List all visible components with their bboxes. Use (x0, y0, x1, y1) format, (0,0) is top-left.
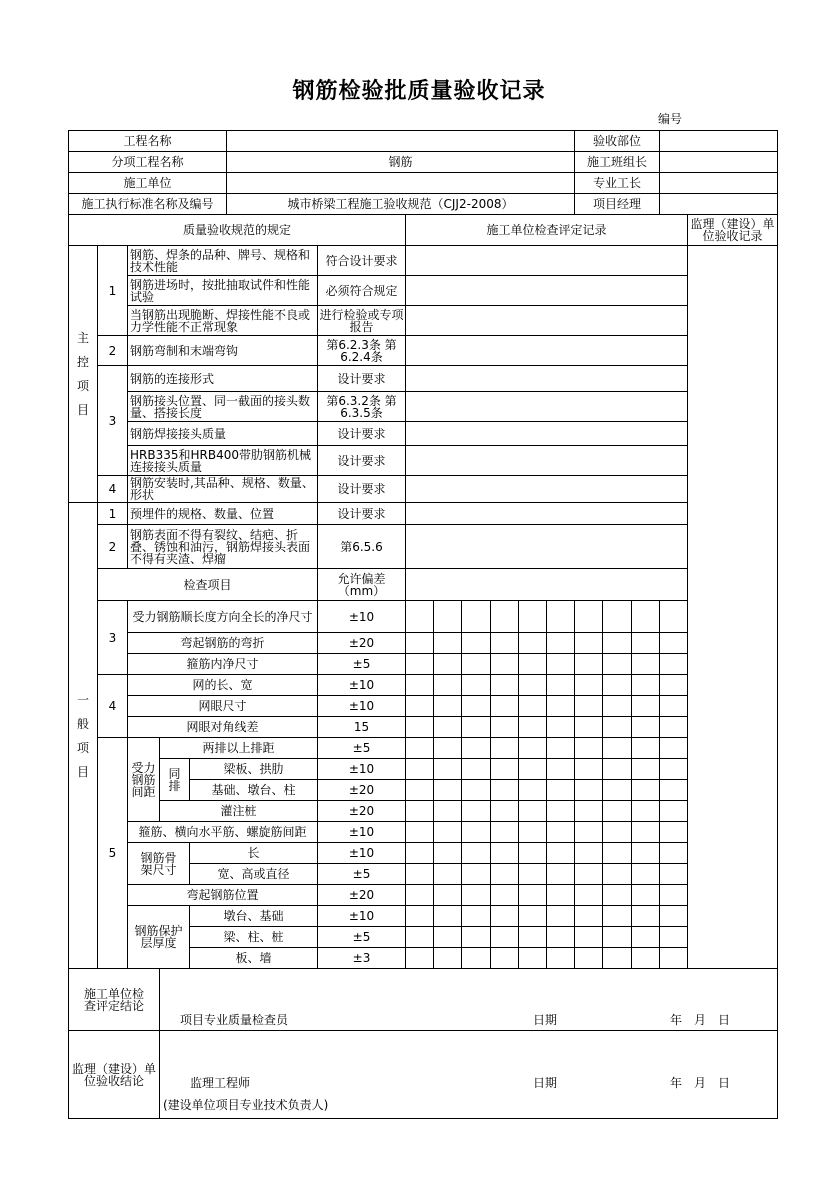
item-value: ±3 (318, 948, 406, 969)
measurement-cell[interactable] (519, 822, 547, 843)
measurement-cell[interactable] (575, 654, 603, 675)
measurement-cell[interactable] (491, 927, 519, 948)
measurement-cell[interactable] (632, 675, 660, 696)
measurement-cell[interactable] (603, 864, 632, 885)
item-value: ±10 (318, 696, 406, 717)
measurement-cell[interactable] (519, 864, 547, 885)
measurement-cell[interactable] (632, 780, 660, 801)
item-text: 梁板、拱肋 (190, 759, 318, 780)
cover-label: 钢筋保护层厚度 (128, 906, 190, 969)
measurement-cell[interactable] (406, 675, 434, 696)
measurement-cell[interactable] (547, 885, 575, 906)
item-value: ±5 (318, 927, 406, 948)
measurement-cell[interactable] (519, 801, 547, 822)
manager-value[interactable] (660, 194, 778, 215)
item-value: 第6.2.3条 第6.2.4条 (318, 336, 406, 366)
cage-label: 钢筋骨架尺寸 (128, 843, 190, 885)
measurement-cell[interactable] (603, 633, 632, 654)
measurement-cell[interactable] (632, 738, 660, 759)
measurement-cell[interactable] (462, 738, 491, 759)
date-label: 日期 (533, 1076, 558, 1090)
main-control-label: 主控项目 (69, 246, 98, 503)
item-value: ±10 (318, 822, 406, 843)
item-text: 弯起钢筋的弯折 (128, 633, 318, 654)
supervisor-conclusion-cell[interactable] (160, 1031, 778, 1119)
measurement-cell[interactable] (462, 822, 491, 843)
measurement-cell[interactable] (575, 696, 603, 717)
measurement-cell[interactable] (406, 906, 434, 927)
record-cell[interactable] (406, 446, 688, 476)
measurement-cell[interactable] (660, 801, 688, 822)
item-text: 长 (190, 843, 318, 864)
measurement-cell[interactable] (603, 843, 632, 864)
measurement-cell[interactable] (575, 717, 603, 738)
item-text: 两排以上排距 (160, 738, 318, 759)
measurement-cell[interactable] (603, 601, 632, 633)
measurement-cell[interactable] (547, 717, 575, 738)
measurement-cell[interactable] (660, 822, 688, 843)
item-text: 弯起钢筋位置 (128, 885, 318, 906)
record-cell[interactable] (406, 476, 688, 503)
measurement-cell[interactable] (603, 654, 632, 675)
item-text: HRB335和HRB400带肋钢筋机械连接接头质量 (128, 446, 318, 476)
check-item-header: 检查项目 (98, 569, 318, 601)
measurement-cell[interactable] (491, 843, 519, 864)
measurement-cell[interactable] (547, 696, 575, 717)
item-value: 设计要求 (318, 476, 406, 503)
measurement-cell[interactable] (519, 633, 547, 654)
measurement-cell[interactable] (462, 759, 491, 780)
measurement-cell[interactable] (575, 801, 603, 822)
engineer-note: (建设单位项目专业技术负责人) (163, 1098, 329, 1112)
measurement-cell[interactable] (660, 759, 688, 780)
measurement-cell[interactable] (491, 906, 519, 927)
measurement-cell[interactable] (434, 843, 462, 864)
measurement-cell[interactable] (603, 885, 632, 906)
record-cell[interactable] (406, 366, 688, 392)
item-no: 4 (98, 675, 128, 738)
measurement-cell[interactable] (462, 780, 491, 801)
measurement-cell[interactable] (660, 885, 688, 906)
code-label: 编号 (658, 112, 683, 126)
contractor-value[interactable] (227, 173, 575, 194)
measurement-cell[interactable] (575, 927, 603, 948)
measurement-cell[interactable] (406, 927, 434, 948)
measurement-cell[interactable] (575, 601, 603, 633)
measurement-cell[interactable] (406, 801, 434, 822)
item-no: 1 (98, 246, 128, 336)
measurement-cell[interactable] (547, 948, 575, 969)
measurement-cell[interactable] (462, 696, 491, 717)
measurement-cell[interactable] (575, 822, 603, 843)
record-cell[interactable] (406, 503, 688, 525)
item-text: 受力钢筋顺长度方向全长的净尺寸 (128, 601, 318, 633)
measurement-cell[interactable] (406, 633, 434, 654)
measurement-cell[interactable] (547, 759, 575, 780)
manager-label: 项目经理 (575, 194, 660, 215)
measurement-cell[interactable] (660, 601, 688, 633)
item-no: 4 (98, 476, 128, 503)
item-no: 3 (98, 366, 128, 476)
item-text: 网眼尺寸 (128, 696, 318, 717)
measurement-cell[interactable] (491, 885, 519, 906)
measurement-cell[interactable] (632, 633, 660, 654)
measurement-cell[interactable] (632, 843, 660, 864)
item-no: 5 (98, 738, 128, 969)
page-title: 钢筋检验批质量验收记录 (292, 79, 546, 104)
measurement-cell[interactable] (547, 654, 575, 675)
measurement-cell[interactable] (434, 759, 462, 780)
measurement-cell[interactable] (462, 654, 491, 675)
supervisor-record-header: 监理（建设）单位验收记录 (688, 215, 778, 246)
measurement-cell[interactable] (462, 633, 491, 654)
measurement-cell[interactable] (462, 864, 491, 885)
measurement-cell[interactable] (660, 948, 688, 969)
acceptance-part-label: 验收部位 (575, 131, 660, 152)
item-text: 墩台、基础 (190, 906, 318, 927)
item-value: ±10 (318, 906, 406, 927)
measurement-cell[interactable] (519, 675, 547, 696)
record-cell[interactable] (406, 246, 688, 276)
item-value: 设计要求 (318, 422, 406, 446)
record-cell[interactable] (406, 392, 688, 422)
measurement-cell[interactable] (491, 822, 519, 843)
measurement-cell[interactable] (660, 738, 688, 759)
spec-column-header: 质量验收规范的规定 (69, 215, 406, 246)
measurement-cell[interactable] (434, 801, 462, 822)
measurement-cell[interactable] (434, 948, 462, 969)
measurement-cell[interactable] (519, 885, 547, 906)
measurement-cell[interactable] (660, 654, 688, 675)
item-value: 必须符合规定 (318, 276, 406, 306)
measurement-cell[interactable] (603, 822, 632, 843)
date-label: 日期 (533, 1013, 558, 1027)
measurement-cell[interactable] (603, 948, 632, 969)
item-text: 基础、墩台、柱 (190, 780, 318, 801)
item-value: ±20 (318, 633, 406, 654)
general-label: 一般项目 (69, 503, 98, 969)
measurement-cell[interactable] (491, 864, 519, 885)
item-value: 设计要求 (318, 446, 406, 476)
measurement-cell[interactable] (519, 759, 547, 780)
item-text: 当钢筋出现脆断、焊接性能不良或力学性能不正常现象 (128, 306, 318, 336)
measurement-cell[interactable] (575, 885, 603, 906)
measurement-cell[interactable] (491, 759, 519, 780)
measurement-cell[interactable] (434, 885, 462, 906)
item-text: 板、墙 (190, 948, 318, 969)
item-text: 钢筋进场时，按批抽取试件和性能试验 (128, 276, 318, 306)
measurement-cell[interactable] (462, 843, 491, 864)
contractor-conclusion-label: 施工单位检查评定结论 (69, 969, 160, 1031)
measurement-cell[interactable] (603, 906, 632, 927)
item-value: ±20 (318, 885, 406, 906)
measurement-cell[interactable] (406, 759, 434, 780)
measurement-cell[interactable] (491, 948, 519, 969)
measurement-cell[interactable] (491, 601, 519, 633)
measurement-cell[interactable] (519, 948, 547, 969)
measurement-cell[interactable] (660, 864, 688, 885)
measurement-cell[interactable] (632, 822, 660, 843)
project-name-value[interactable] (227, 131, 575, 152)
item-value: ±20 (318, 780, 406, 801)
item-text: 钢筋接头位置、同一截面的接头数量、搭接长度 (128, 392, 318, 422)
measurement-cell[interactable] (632, 654, 660, 675)
measurement-cell[interactable] (547, 633, 575, 654)
measurement-cell[interactable] (660, 906, 688, 927)
measurement-cell[interactable] (575, 864, 603, 885)
measurement-cell[interactable] (434, 780, 462, 801)
measurement-cell[interactable] (660, 696, 688, 717)
measurement-cell[interactable] (632, 696, 660, 717)
measurement-cell[interactable] (603, 801, 632, 822)
measurement-cell[interactable] (434, 906, 462, 927)
item-text: 灌注桩 (160, 801, 318, 822)
item-no: 2 (98, 525, 128, 569)
measurement-cell[interactable] (519, 717, 547, 738)
measurement-cell[interactable] (547, 601, 575, 633)
item-value: ±10 (318, 843, 406, 864)
measurement-cell[interactable] (603, 675, 632, 696)
date-ymd: 年 月 日 (670, 1013, 731, 1027)
item-value: 设计要求 (318, 503, 406, 525)
team-leader-value[interactable] (660, 152, 778, 173)
measurement-cell[interactable] (547, 801, 575, 822)
measurement-cell[interactable] (547, 738, 575, 759)
measurement-cell[interactable] (491, 801, 519, 822)
item-value: 15 (318, 717, 406, 738)
item-no: 1 (98, 503, 128, 525)
measurement-cell[interactable] (660, 675, 688, 696)
measurement-cell[interactable] (519, 601, 547, 633)
measurement-cell[interactable] (660, 927, 688, 948)
measurement-cell[interactable] (434, 633, 462, 654)
item-value: 进行检验或专项报告 (319, 307, 404, 334)
measurement-cell[interactable] (632, 864, 660, 885)
measurement-cell[interactable] (575, 759, 603, 780)
measurement-cell[interactable] (547, 843, 575, 864)
measurement-cell[interactable] (406, 885, 434, 906)
standard-label: 施工执行标准名称及编号 (69, 194, 227, 215)
measurement-cell[interactable] (575, 675, 603, 696)
measurement-cell[interactable] (575, 843, 603, 864)
item-text: 钢筋弯制和末端弯钩 (128, 336, 318, 366)
item-value: ±5 (318, 738, 406, 759)
record-cell[interactable] (406, 306, 688, 336)
inspector-label: 项目专业质量检查员 (180, 1013, 289, 1027)
team-leader-label: 施工班组长 (575, 152, 660, 173)
measurement-cell[interactable] (632, 885, 660, 906)
measurement-cell[interactable] (632, 717, 660, 738)
measurement-cell[interactable] (519, 927, 547, 948)
measurement-cell[interactable] (406, 717, 434, 738)
measurement-cell[interactable] (660, 843, 688, 864)
measurement-cell[interactable] (575, 738, 603, 759)
record-cell[interactable] (406, 525, 688, 569)
measurement-cell[interactable] (434, 675, 462, 696)
measurement-cell[interactable] (547, 906, 575, 927)
acceptance-part-value[interactable] (660, 131, 778, 152)
measurement-cell[interactable] (462, 885, 491, 906)
measurement-cell[interactable] (603, 696, 632, 717)
contractor-label: 施工单位 (69, 173, 227, 194)
item-value: ±10 (318, 675, 406, 696)
measurement-cell[interactable] (660, 633, 688, 654)
measurement-cell[interactable] (434, 738, 462, 759)
measurement-cell[interactable] (462, 675, 491, 696)
engineer-label: 监理工程师 (190, 1076, 251, 1090)
item-text: 箍筋、横向水平筋、螺旋筋间距 (128, 822, 318, 843)
measurement-cell[interactable] (632, 759, 660, 780)
measurement-cell[interactable] (434, 822, 462, 843)
record-cell[interactable] (406, 336, 688, 366)
measurement-cell[interactable] (434, 864, 462, 885)
measurement-cell[interactable] (491, 633, 519, 654)
item-text: 网的长、宽 (128, 675, 318, 696)
measurement-cell[interactable] (491, 675, 519, 696)
measurement-cell[interactable] (660, 717, 688, 738)
measurement-cell[interactable] (462, 906, 491, 927)
measurement-cell[interactable] (603, 927, 632, 948)
contractor-record-header: 施工单位检查评定记录 (406, 215, 688, 246)
item-no: 2 (98, 336, 128, 366)
measurement-cell[interactable] (406, 601, 434, 633)
item-value: 设计要求 (318, 366, 406, 392)
measurement-cell[interactable] (575, 948, 603, 969)
date-ymd: 年 月 日 (670, 1076, 731, 1090)
item-text: 宽、高或直径 (190, 864, 318, 885)
measurement-cell[interactable] (491, 654, 519, 675)
measurement-cell[interactable] (434, 696, 462, 717)
project-name-label: 工程名称 (69, 131, 227, 152)
measurement-cell[interactable] (519, 696, 547, 717)
measurement-cell[interactable] (434, 654, 462, 675)
measurement-cell[interactable] (491, 717, 519, 738)
measurement-cell[interactable] (406, 696, 434, 717)
item-text: 网眼对角线差 (128, 717, 318, 738)
measurement-cell[interactable] (519, 843, 547, 864)
measurement-cell[interactable] (632, 601, 660, 633)
item-value: ±20 (318, 801, 406, 822)
item-value: 符合设计要求 (318, 246, 406, 276)
item-text: 钢筋表面不得有裂纹、结疤、折叠、锈蚀和油污，钢筋焊接头表面不得有夹渣、焊瘤 (128, 525, 318, 569)
item-text: 钢筋、焊条的品种、牌号、规格和技术性能 (128, 246, 318, 276)
measurement-cell[interactable] (519, 780, 547, 801)
measurement-cell[interactable] (434, 601, 462, 633)
record-cell[interactable] (406, 276, 688, 306)
measurement-cell[interactable] (491, 696, 519, 717)
measurement-cell[interactable] (406, 780, 434, 801)
supervisor-record-cell[interactable] (688, 246, 778, 969)
item-text: 钢筋焊接接头质量 (128, 422, 318, 446)
measurement-cell[interactable] (547, 927, 575, 948)
measurement-cell[interactable] (632, 927, 660, 948)
item-value: ±5 (318, 654, 406, 675)
measurement-cell[interactable] (519, 738, 547, 759)
measurement-cell[interactable] (660, 780, 688, 801)
measurement-cell[interactable] (603, 738, 632, 759)
supervisor-conclusion-label: 监理（建设）单位验收结论 (69, 1031, 160, 1119)
measurement-cell[interactable] (519, 654, 547, 675)
tolerance-header: 允许偏差（mm） (318, 569, 406, 601)
item-no: 3 (98, 601, 128, 675)
measurement-cell[interactable] (462, 601, 491, 633)
item-value: ±10 (318, 759, 406, 780)
measurement-cell[interactable] (406, 864, 434, 885)
spacing-label: 受力钢筋间距 (128, 738, 160, 822)
measurement-cell[interactable] (575, 633, 603, 654)
measurement-cell[interactable] (603, 780, 632, 801)
measurement-cell[interactable] (632, 906, 660, 927)
item-text: 预埋件的规格、数量、位置 (128, 503, 318, 525)
item-value: 第6.5.6 (318, 525, 406, 569)
item-text: 箍筋内净尺寸 (128, 654, 318, 675)
record-cell[interactable] (406, 422, 688, 446)
item-text: 梁、柱、桩 (190, 927, 318, 948)
same-row-label: 同排 (160, 759, 190, 801)
measurement-cell[interactable] (406, 822, 434, 843)
foreman-value[interactable] (660, 173, 778, 194)
item-value: ±5 (318, 864, 406, 885)
measurement-cell[interactable] (603, 759, 632, 780)
measurement-cell[interactable] (434, 927, 462, 948)
measurement-cell[interactable] (603, 717, 632, 738)
measurement-cell[interactable] (519, 906, 547, 927)
measurement-cell[interactable] (575, 780, 603, 801)
measurement-cell[interactable] (547, 780, 575, 801)
measurement-cell[interactable] (462, 927, 491, 948)
item-value: ±10 (318, 601, 406, 633)
sub-project-label: 分项工程名称 (69, 152, 227, 173)
measurement-cell[interactable] (547, 675, 575, 696)
standard-value[interactable]: 城市桥梁工程施工验收规范（CJJ2-2008） (227, 194, 575, 215)
measurement-cell[interactable] (547, 864, 575, 885)
record-cell[interactable] (406, 569, 688, 601)
measurement-cell[interactable] (547, 822, 575, 843)
measurement-cell[interactable] (462, 948, 491, 969)
measurement-cell[interactable] (406, 654, 434, 675)
measurement-cell[interactable] (406, 948, 434, 969)
measurement-cell[interactable] (632, 801, 660, 822)
measurement-cell[interactable] (632, 948, 660, 969)
measurement-cell[interactable] (491, 780, 519, 801)
inspection-form (68, 130, 778, 1119)
measurement-cell[interactable] (462, 801, 491, 822)
measurement-cell[interactable] (434, 717, 462, 738)
contractor-conclusion-cell[interactable] (160, 969, 778, 1031)
sub-project-value[interactable]: 钢筋 (227, 152, 575, 173)
item-text: 钢筋的连接形式 (128, 366, 318, 392)
measurement-cell[interactable] (462, 717, 491, 738)
item-text: 钢筋安装时,其品种、规格、数量、形状 (128, 476, 318, 503)
measurement-cell[interactable] (406, 843, 434, 864)
item-value: 第6.3.2条 第6.3.5条 (318, 392, 406, 422)
measurement-cell[interactable] (491, 738, 519, 759)
measurement-cell[interactable] (575, 906, 603, 927)
measurement-cell[interactable] (406, 738, 434, 759)
foreman-label: 专业工长 (575, 173, 660, 194)
